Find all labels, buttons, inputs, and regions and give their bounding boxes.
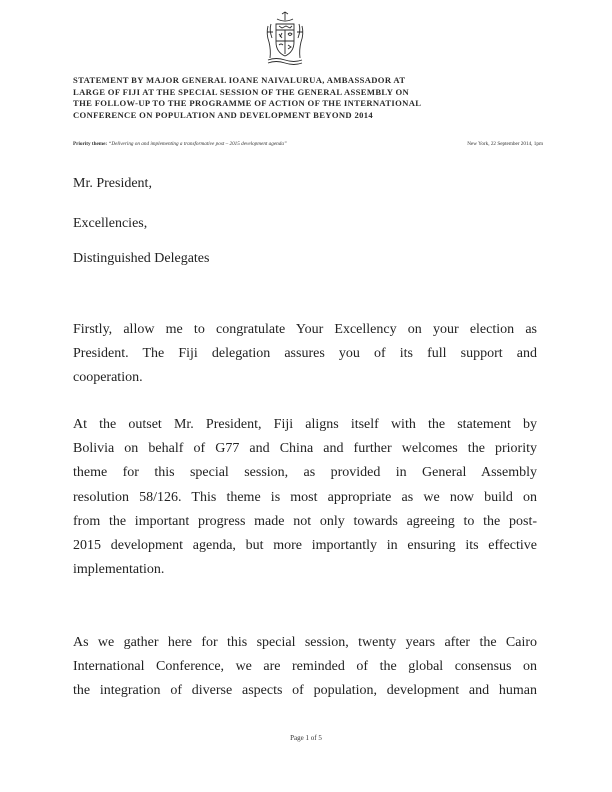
priority-theme-label: Priority theme: — [73, 141, 108, 147]
statement-heading — [73, 75, 551, 121]
paragraph-line: the integration of diverse aspects of population, development and human — [73, 683, 537, 699]
heading-line: CONFERENCE ON POPULATION AND DEVELOPMENT BEYOND 2014 — [73, 109, 374, 120]
paragraph-line: resolution 58/126. This theme is most appropriate as we now build on — [73, 489, 537, 505]
paragraph-line: 2015 development agenda, but more importantly in ensuring its effective — [73, 538, 537, 554]
body-paragraph — [73, 413, 537, 582]
paragraph-line: Firstly, allow me to congratulate Your Excellency on your election as — [73, 322, 537, 337]
heading-line: LARGE OF FIJI AT THE SPECIAL SESSION OF THE GENERAL ASSEMBLY ON — [73, 86, 410, 97]
heading-line: STATEMENT BY MAJOR GENERAL IOANE NAIVALURUA, AMBASSADOR AT — [73, 75, 406, 85]
fiji-coat-of-arms-icon — [262, 10, 308, 68]
paragraph-line: cooperation. — [73, 370, 143, 386]
paragraph-line: theme for this special session, as provided in General Assembly — [73, 465, 537, 481]
dateline: New York, 22 September 2014, 1pm — [467, 141, 543, 147]
paragraph-line: from the important progress made not only towards agreeing to the post- — [73, 513, 537, 529]
body-paragraph — [73, 318, 537, 391]
paragraph-line: International Conference, we are reminded of the global consensus on — [73, 659, 537, 675]
salutation-delegates: Distinguished Delegates — [73, 251, 210, 266]
body-paragraph — [73, 631, 537, 704]
salutation-excellencies: Excellencies, — [73, 216, 148, 231]
paragraph-line: President. The Fiji delegation assures you of its full support and — [73, 346, 537, 362]
paragraph-line: implementation. — [73, 562, 165, 578]
paragraph-line: Bolivia on behalf of G77 and China and further welcomes the priority — [73, 441, 537, 457]
priority-theme-text: “Delivering on and implementing a transformative post – 2015 development agenda” — [108, 141, 287, 147]
salutation-president: Mr. President, — [73, 176, 152, 191]
paragraph-line: At the outset Mr. President, Fiji aligns itself with the statement by — [73, 417, 537, 432]
heading-line: THE FOLLOW-UP TO THE PROGRAMME OF ACTION OF THE INTERNATIONAL — [73, 98, 422, 109]
priority-theme-line — [73, 141, 543, 148]
page-number: Page 1 of 5 — [290, 734, 322, 742]
paragraph-line: As we gather here for this special session, twenty years after the Cairo — [73, 635, 537, 650]
